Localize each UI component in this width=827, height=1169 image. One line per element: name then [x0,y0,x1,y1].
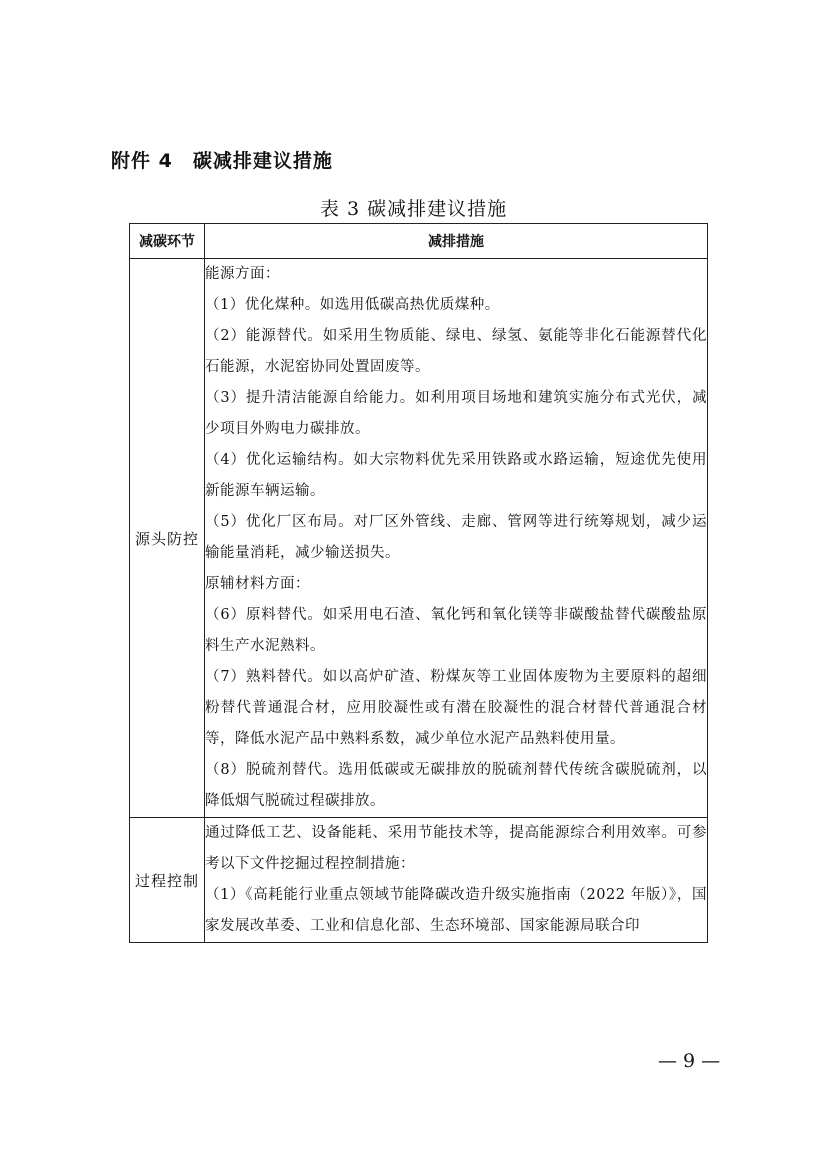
table-row [130,818,708,943]
table-header-row [130,224,708,259]
measure-line: 通过降低工艺、设备能耗、采用节能技术等，提高能源综合利用效率。可参考以下文件挖掘过程控制措施： [205,825,707,872]
measure-line: （3）提升清洁能源自给能力。如利用项目场地和建筑实施分布式光伏，减少项目外购电力碳排放。 [205,390,707,437]
measures-cell [205,259,708,818]
stage-cell: 过程控制 [130,818,205,943]
measure-line: （2）能源替代。如采用生物质能、绿电、绿氢、氨能等非化石能源替代化石能源，水泥窑协同处置固废等。 [205,328,707,375]
measure-line: （5）优化厂区布局。对厂区外管线、走廊、管网等进行统筹规划，减少运输能量消耗，减少输送损失。 [205,514,707,561]
page-number: — 9 — [658,1050,721,1072]
attachment-heading [111,146,333,173]
measure-line: （1）《高耗能行业重点领域节能降碳改造升级实施指南（2022 年版）》，国家发展改革委、工业和信息化部、生态环境部、国家能源局联合印 [205,887,707,934]
table-row [130,259,708,818]
header-stage: 减碳环节 [130,224,205,259]
measure-line: （7）熟料替代。如以高炉矿渣、粉煤灰等工业固体废物为主要原料的超细粉替代普通混合材，应用胶凝性或有潜在胶凝性的混合材替代普通混合材等，降低水泥产品中熟料系数，减少单位水泥产品熟料使用量。 [205,669,707,747]
measures-table [129,223,708,943]
header-measures: 减排措施 [205,224,708,259]
attachment-label: 附件 4 [111,150,173,172]
table-caption: 表 3 碳减排建议措施 [319,198,508,220]
measure-line: （6）原料替代。如采用电石渣、氧化钙和氧化镁等非碳酸盐替代碳酸盐原料生产水泥熟料。 [205,607,707,654]
measure-line: 能源方面： [205,266,280,282]
measure-line: （8）脱硫剂替代。选用低碳或无碳排放的脱硫剂替代传统含碳脱硫剂，以降低烟气脱硫过程碳排放。 [205,762,707,809]
stage-cell: 源头防控 [130,259,205,818]
measure-line: （4）优化运输结构。如大宗物料优先采用铁路或水路运输，短途优先使用新能源车辆运输。 [205,452,707,499]
measure-line: 原辅材料方面： [205,576,310,592]
attachment-title: 碳减排建议措施 [192,150,333,172]
measure-line: （1）优化煤种。如选用低碳高热优质煤种。 [205,297,500,313]
measures-cell [205,818,708,943]
